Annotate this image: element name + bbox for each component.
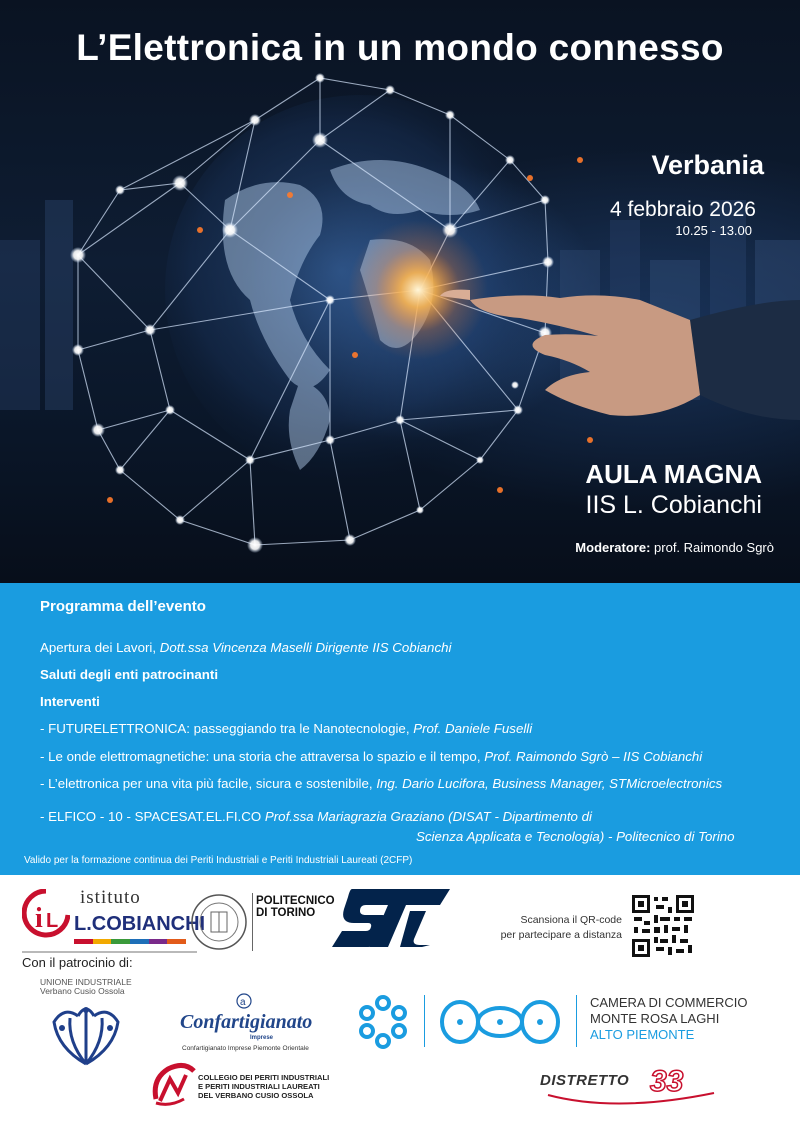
talk-item: [40, 776, 722, 791]
cobianchi-emblem-icon: [22, 889, 70, 941]
program-talks-heading: Interventi: [40, 694, 100, 709]
unione-industriale-emblem-icon: [48, 998, 124, 1066]
camera-divider-right: [576, 995, 577, 1047]
event-title: L’Elettronica in un mondo connesso: [76, 27, 724, 68]
talk-item: [40, 721, 532, 736]
qr-caption: [478, 913, 622, 943]
camera-line2: MONTE ROSA LAGHI: [590, 1011, 720, 1026]
event-school: IIS L. Cobianchi: [585, 491, 762, 519]
camera-line1: CAMERA DI COMMERCIO: [590, 995, 748, 1010]
cobianchi-main-text: L.COBIANCHI: [74, 913, 206, 935]
qr-line1: Scansiona il QR-code: [520, 914, 622, 926]
st-microelectronics-logo: [330, 887, 452, 949]
talk-speaker: Prof.ssa Mariagrazia Graziano (DISAT - Dipartimento di: [264, 809, 592, 824]
infinity-chain-icon: [438, 995, 562, 1049]
qr-line2: per partecipare a distanza: [500, 929, 622, 941]
talk-item-continuation: [416, 829, 735, 844]
distretto-text: DISTRETTO: [540, 1072, 630, 1089]
cobianchi-divider: [22, 951, 197, 953]
moderator-label: Moderatore:: [575, 540, 651, 555]
talk-title: - Le onde elettromagnetiche: una storia che attraversa lo spazio e il tempo,: [40, 749, 485, 764]
politecnico-divider: [252, 893, 253, 951]
patronage-label: Con il patrocinio di:: [22, 955, 133, 970]
event-date: 4 febbraio 2026: [610, 198, 756, 221]
camera-commercio-text: [590, 995, 747, 1043]
sponsors-section: [0, 875, 800, 1134]
opening-speaker: Dott.ssa Vincenza Maselli Dirigente IIS Cobianchi: [159, 640, 452, 655]
collegio-periti-emblem-icon: [150, 1061, 198, 1107]
validity-note: Valido per la formazione continua dei Periti Industriali e Periti Industriali Laureati (2CFP): [24, 855, 413, 866]
confartigianato-emblem-icon: [236, 993, 252, 1009]
program-heading: Programma dell’evento: [40, 598, 206, 615]
cobianchi-color-bar: [74, 939, 186, 944]
unione-industriale-line2: Verbano Cusio Ossola: [40, 986, 125, 996]
camera-divider-left: [424, 995, 425, 1047]
collegio-periti-text: [198, 1073, 329, 1100]
svg-text:33: 33: [650, 1065, 684, 1098]
event-city: Verbania: [651, 150, 764, 180]
talk-title: - ELFICO - 10 - SPACESAT.EL.FI.CO: [40, 809, 265, 824]
talk-title: - L’elettronica per una vita più facile, sicura e sostenibile,: [40, 776, 377, 791]
svg-text:L: L: [46, 910, 59, 932]
opening-text: Apertura dei Lavori,: [40, 640, 160, 655]
confartigianato-imprese: Imprese: [250, 1035, 274, 1041]
distretto-33-logo: [540, 1065, 720, 1119]
confartigianato-subtitle: Confartigianato Imprese Piemonte Orientale: [182, 1045, 309, 1052]
event-venue: AULA MAGNA: [585, 459, 762, 489]
camera-commercio-emblem-icon: [355, 993, 411, 1049]
collegio-line2: E PERITI INDUSTRIALI LAUREATI: [198, 1082, 320, 1091]
politecnico-line1: POLITECNICO: [256, 895, 335, 907]
camera-line3: ALTO PIEMONTE: [590, 1027, 695, 1042]
unione-industriale-logo: [40, 978, 140, 1064]
collegio-line1: COLLEGIO DEI PERITI INDUSTRIALI: [198, 1073, 330, 1082]
talk-title: - FUTURELETTRONICA: passeggiando tra le Nanotecnologie,: [40, 721, 414, 736]
program-greetings: Saluti degli enti patrocinanti: [40, 667, 219, 682]
talk-speaker: Ing. Dario Lucifora, Business Manager, STMicroelectronics: [376, 776, 723, 791]
event-time: 10.25 - 13.00: [675, 223, 752, 238]
qr-code-icon[interactable]: [630, 893, 696, 959]
svg-text:i: i: [35, 903, 43, 934]
cobianchi-logo: [22, 887, 206, 959]
unione-industriale-line1: UNIONE INDUSTRIALE: [40, 977, 132, 987]
confartigianato-logo: [178, 993, 313, 1053]
talk-speaker: Prof. Daniele Fuselli: [413, 721, 533, 736]
program-section: [0, 583, 800, 875]
politecnico-line2: DI TORINO: [256, 907, 316, 919]
talk-speaker: Prof. Raimondo Sgrò – IIS Cobianchi: [484, 749, 703, 764]
talk-item: [40, 749, 702, 764]
politecnico-logo: [190, 893, 335, 953]
confartigianato-title: Confartigianato: [180, 1011, 313, 1033]
event-moderator: [575, 540, 774, 555]
cobianchi-top-text: istituto: [80, 887, 141, 908]
collegio-line3: DEL VERBANO CUSIO OSSOLA: [198, 1091, 314, 1100]
talk-speaker-continuation: Scienza Applicata e Tecnologia) - Politecnico di Torino: [416, 829, 735, 844]
talk-item: [40, 809, 592, 824]
distretto-swoosh-icon: [546, 1091, 716, 1113]
politecnico-seal-icon: [190, 893, 248, 951]
moderator-name: prof. Raimondo Sgrò: [650, 540, 774, 555]
program-opening: [40, 640, 451, 655]
svg-text:a: a: [240, 997, 246, 1008]
